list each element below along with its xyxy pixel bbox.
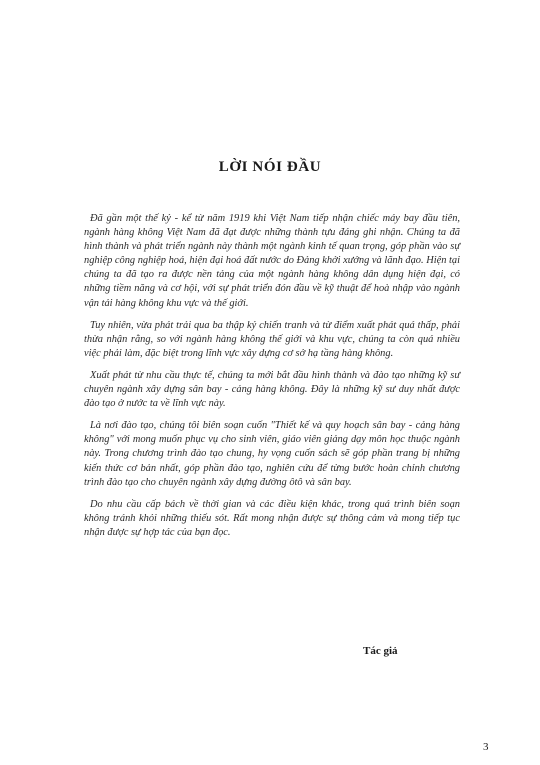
author-signature: Tác giả [363,645,398,657]
paragraph-4: Là nơi đào tạo, chúng tôi biên soạn cuốn "Thiết kế và quy hoạch sân bay - cảng hàng không" với mong muốn phục vụ cho sinh viên, giáo viên giảng dạy môn học thuộc ngành này. Trong chương trình đào tạo chung, hy vọng cuốn sách sẽ góp phần trang bị những kiến thức cơ bản nhất, góp phần đào tạo, nghiên cứu để từng bước hoàn chỉnh chương trình đào tạo cho chuyên ngành xây dựng đường ôtô và sân bay. [84,420,460,488]
paragraph-5: Do nhu cầu cấp bách về thời gian và các điều kiện khác, trong quá trình biên soạn không tránh khỏi những thiếu sót. Rất mong nhận được sự thông cảm và mong tiếp tục nhận được sự hợp tác của bạn đọc. [84,498,460,538]
paragraph-2: Tuy nhiên, vừa phát trải qua ba thập kỷ chiến tranh và từ điểm xuất phát quá thấp, phải thừa nhận rằng, so với ngành hàng không thế giới và khu vực, chúng ta còn quá nhiều việc phải làm, đặc biệt trong lĩnh vực xây dựng cơ sở hạ tầng hàng không. [84,319,460,359]
paragraph-1: Đã gần một thế kỷ - kể từ năm 1919 khi Việt Nam tiếp nhận chiếc máy bay đầu tiên, ngành hàng không Việt Nam đã đạt được những thành tựu đáng ghi nhận. Chúng ta đã hình thành và phát triển ngành này thành một ngành kinh tế quan trọng, góp phần vào sự nghiệp công nghiệp hoá, hiện đại hoá đất nước do Đảng khởi xướng và lãnh đạo. Hiện tại chúng ta đã tạo ra được nền tảng của một ngành hàng không dân dụng hiện đại, có những tiềm năng và cơ hội, với sự phát triển đón đầu về kỹ thuật để hoà nhập vào ngành vận tải hàng không khu vực và thế giới. [84,213,460,309]
page-number: 3 [483,741,489,753]
page-title: LỜI NÓI ĐẦU [218,159,322,175]
paragraph-3: Xuất phát từ nhu cầu thực tế, chúng ta mới bắt đầu hình thành và đào tạo những kỹ sư chuyên ngành xây dựng sân bay - cảng hàng không. Đây là những kỹ sư duy nhất được đào tạo ở nước ta về lĩnh vực này. [84,369,460,410]
body-text [84,212,460,548]
